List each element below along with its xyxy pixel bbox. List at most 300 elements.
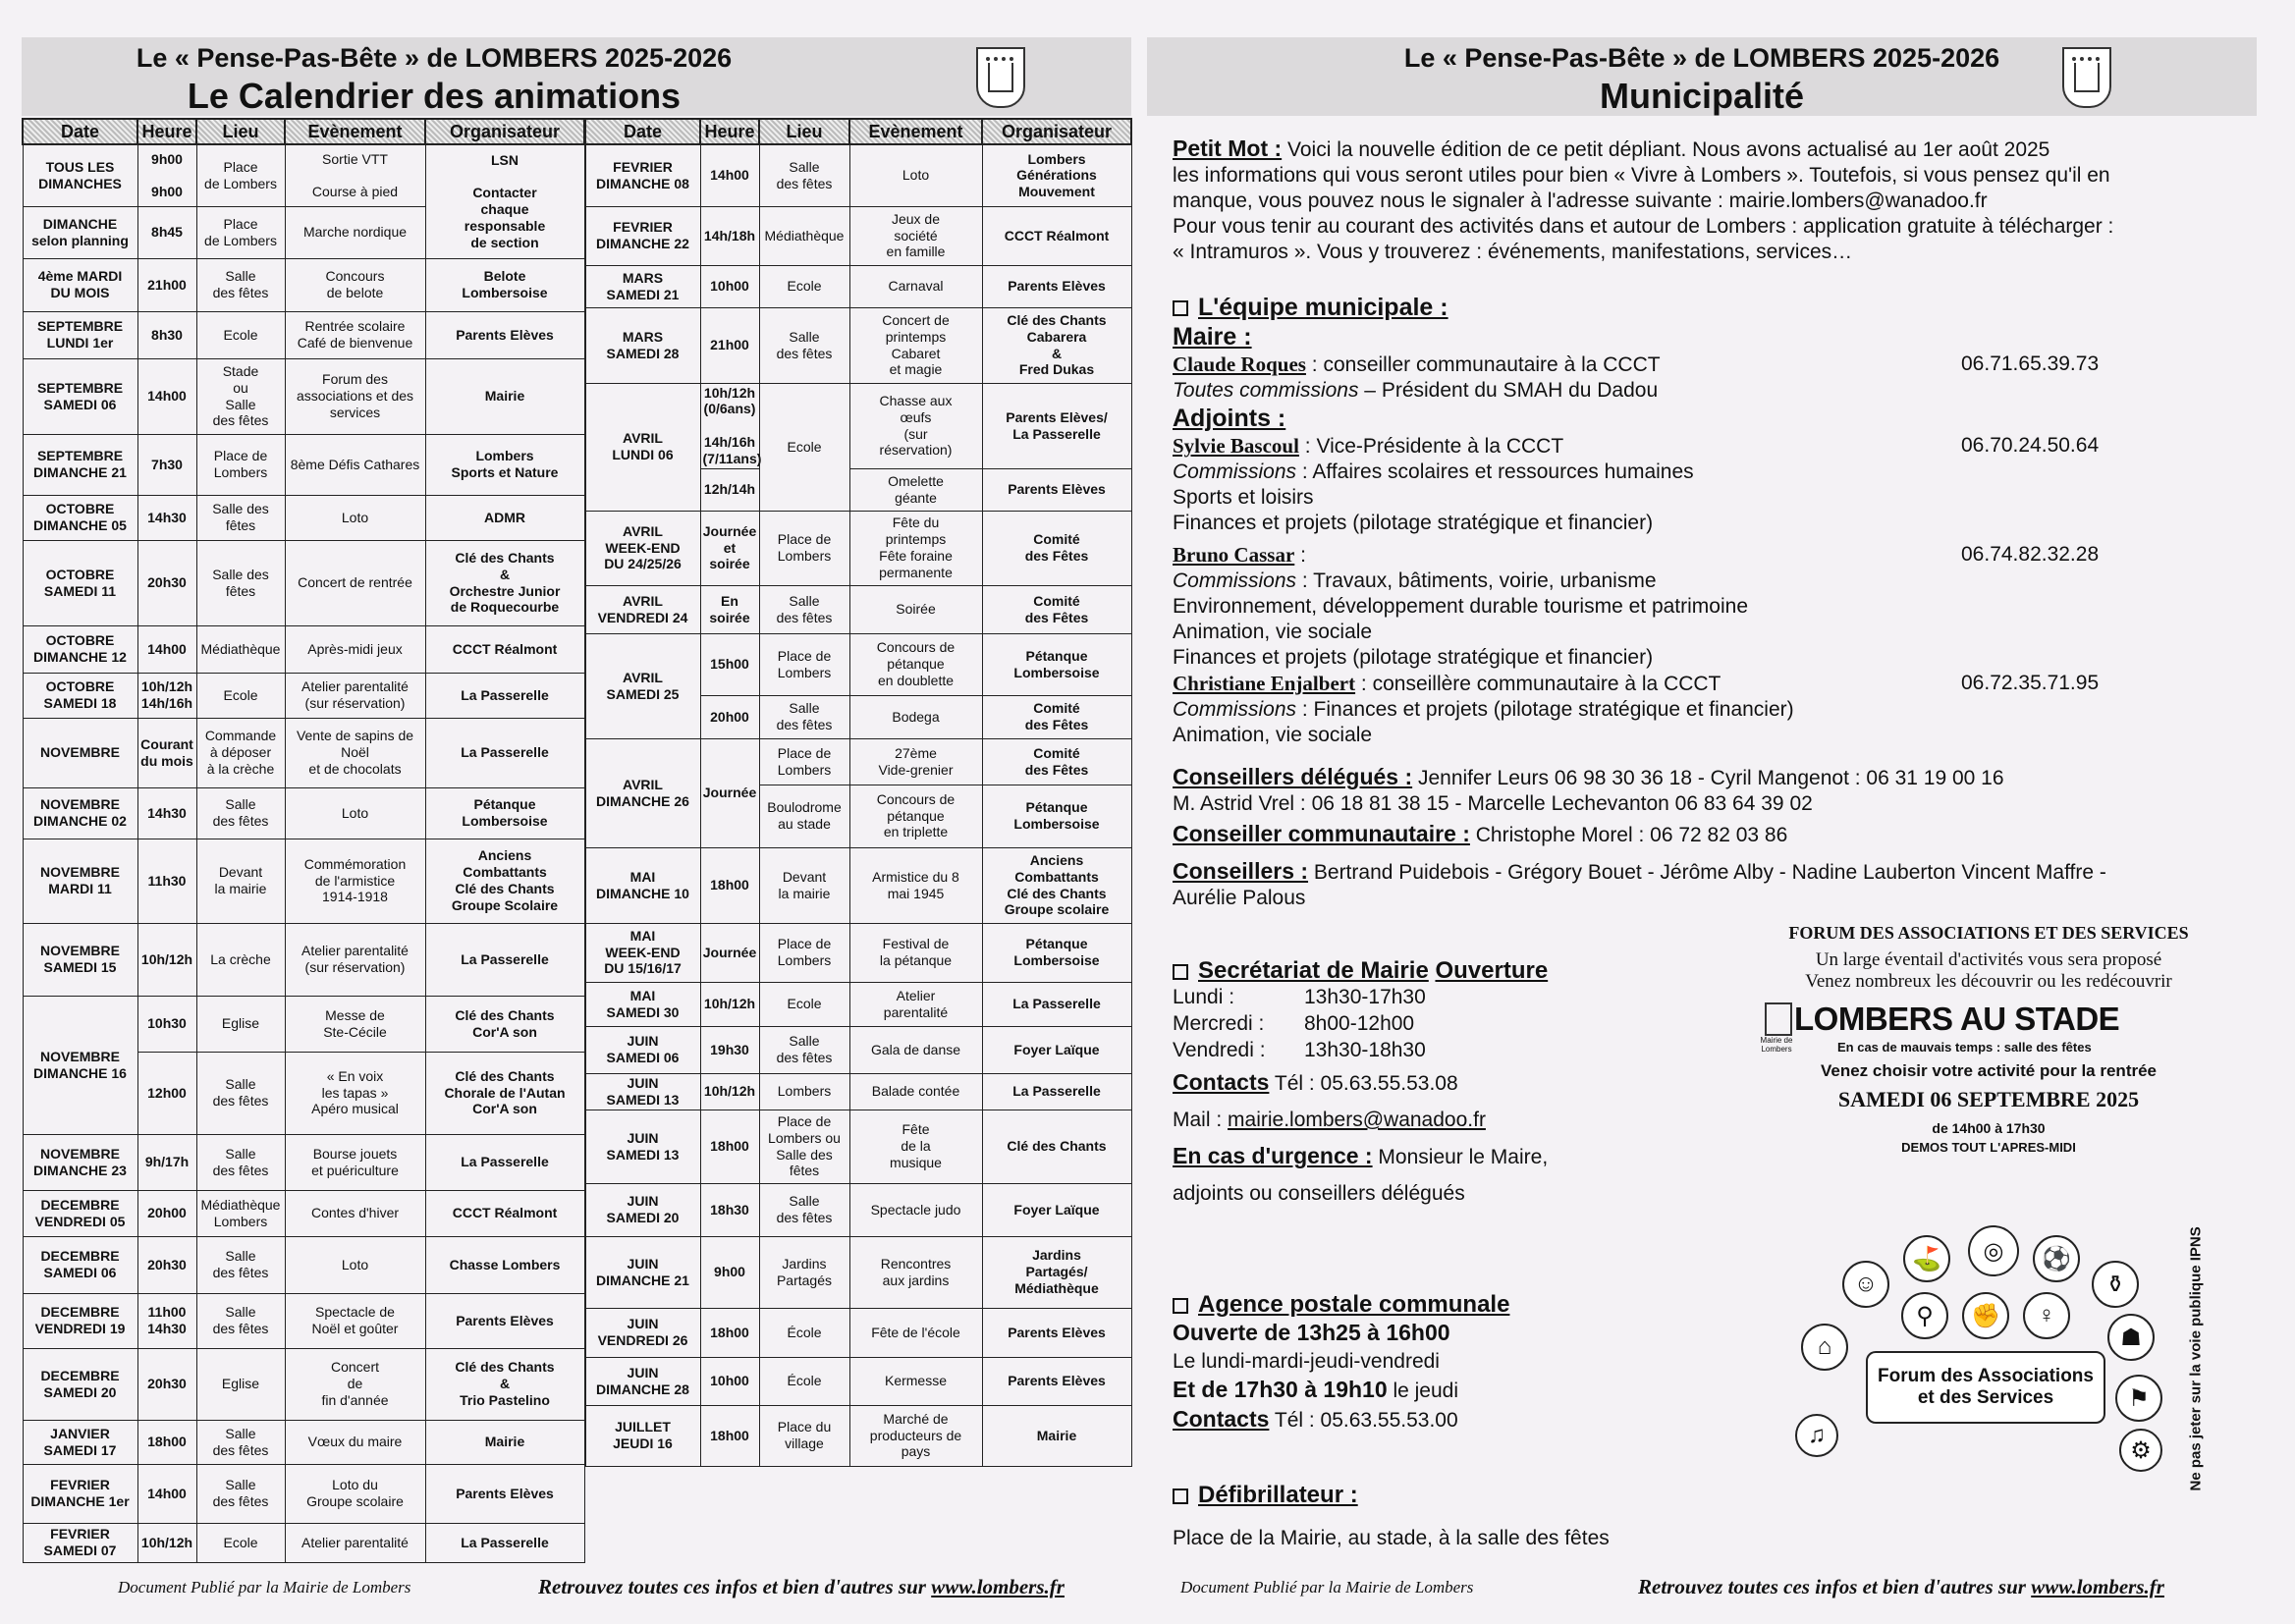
row-lieu: Salle des fêtes — [759, 585, 849, 633]
row-date: NOVEMBRE SAMEDI 15 — [23, 923, 137, 996]
row-event: Concours de pétanque en triplette — [849, 785, 982, 847]
table-row — [23, 1293, 584, 1348]
table-row — [585, 1183, 1131, 1236]
table-row — [585, 1110, 1131, 1183]
row-date: NOVEMBRE — [23, 718, 137, 787]
row-date: JUILLET JEUDI 16 — [585, 1405, 700, 1466]
row-event: 8ème Défis Cathares — [285, 434, 425, 495]
row-event: Armistice du 8 mai 1945 — [849, 847, 982, 923]
row-heure: 19h30 — [700, 1026, 759, 1073]
calendar-title: Le Calendrier des animations — [187, 76, 682, 116]
row-heure: 9h00 — [700, 1236, 759, 1308]
row-event: Carnaval — [849, 265, 982, 307]
row-lieu: Salle des fêtes — [196, 540, 285, 625]
table-row — [585, 982, 1131, 1026]
row-date: FEVRIER DIMANCHE 08 — [585, 144, 700, 206]
row-event: Loto — [285, 787, 425, 839]
table-row — [585, 511, 1131, 585]
row-event: Fête de l'école — [849, 1308, 982, 1357]
row-lieu: Commande à déposer à la crèche — [196, 718, 285, 787]
row-event: Gala de danse — [849, 1026, 982, 1073]
row-event: 27ème Vide-grenier — [849, 738, 982, 785]
table-row — [585, 1073, 1131, 1110]
row-date: 4ème MARDI DU MOIS — [23, 258, 137, 311]
table-row — [23, 144, 584, 206]
table-row — [585, 307, 1131, 383]
crest-icon — [976, 47, 1025, 108]
table-header-row — [23, 119, 584, 144]
column-header: Evènement — [849, 119, 982, 144]
column-header: Heure — [137, 119, 196, 144]
row-event: Forum des associations et des services — [285, 358, 425, 434]
row-organisateur: Mairie — [425, 1420, 584, 1464]
row-date: JUIN DIMANCHE 28 — [585, 1357, 700, 1405]
row-organisateur: LSN Contacter chaque responsable de section — [425, 144, 584, 258]
row-date: DECEMBRE SAMEDI 06 — [23, 1236, 137, 1293]
table-row — [23, 839, 584, 923]
site-link[interactable]: www.lombers.fr — [931, 1575, 1065, 1598]
table-row — [585, 206, 1131, 265]
row-heure: 20h00 — [137, 1190, 196, 1236]
row-heure: 9h00 9h00 — [137, 144, 196, 206]
row-organisateur: Parents Elèves — [425, 1464, 584, 1523]
dance-icon: ♀ — [2023, 1292, 2070, 1339]
checkbox-icon — [1173, 1298, 1188, 1314]
row-date: AVRIL LUNDI 06 — [585, 383, 700, 511]
row-event: Marché de producteurs de pays — [849, 1405, 982, 1466]
row-heure: 14h00 — [137, 1464, 196, 1523]
forum-demos: DEMOS TOUT L'APRES-MIDI — [1901, 1140, 2076, 1155]
row-heure: 21h00 — [700, 307, 759, 383]
row-organisateur: Clé des Chants — [982, 1110, 1131, 1183]
row-date: FEVRIER DIMANCHE 1er — [23, 1464, 137, 1523]
forum-flyer — [1733, 923, 2244, 1155]
table-row — [23, 358, 584, 434]
row-date: OCTOBRE DIMANCHE 12 — [23, 625, 137, 673]
row-organisateur: Parents Elèves — [425, 1293, 584, 1348]
people-icon: ☺ — [1842, 1261, 1889, 1308]
right-page — [1147, 0, 2295, 1624]
row-date: JUIN DIMANCHE 21 — [585, 1236, 700, 1308]
row-heure: 14h00 — [137, 358, 196, 434]
row-heure: En soirée — [700, 585, 759, 633]
row-date: JUIN SAMEDI 13 — [585, 1073, 700, 1110]
row-heure: 14h/18h — [700, 206, 759, 265]
side-text-wrap — [2176, 1198, 2206, 1492]
row-heure: 20h30 — [137, 1236, 196, 1293]
row-organisateur: Pétanque Lombersoise — [982, 785, 1131, 847]
row-organisateur: Chasse Lombers — [425, 1236, 584, 1293]
row-lieu: Salle des fêtes — [196, 258, 285, 311]
row-date: TOUS LES DIMANCHES — [23, 144, 137, 206]
row-lieu: Salle des fêtes — [196, 1052, 285, 1134]
row-event: Soirée — [849, 585, 982, 633]
row-organisateur: Comité des Fêtes — [982, 585, 1131, 633]
row-lieu: Médiathèque — [196, 625, 285, 673]
row-lieu: Salle des fêtes — [196, 1420, 285, 1464]
row-event: Commémoration de l'armistice 1914-1918 — [285, 839, 425, 923]
row-date: SEPTEMBRE SAMEDI 06 — [23, 358, 137, 434]
row-organisateur: Pétanque Lombersoise — [982, 633, 1131, 695]
row-lieu: Boulodrome au stade — [759, 785, 849, 847]
table-row — [585, 923, 1131, 982]
row-date: DIMANCHE selon planning — [23, 206, 137, 258]
row-heure: 20h30 — [137, 1348, 196, 1420]
header-line1: Le « Pense-Pas-Bête » de LOMBERS 2025-2026 — [136, 43, 733, 73]
row-date: DECEMBRE SAMEDI 20 — [23, 1348, 137, 1420]
row-date: MARS SAMEDI 21 — [585, 265, 700, 307]
column-header: Heure — [700, 119, 759, 144]
row-heure: 20h00 — [700, 695, 759, 738]
municipalite-title: Municipalité — [1599, 76, 1805, 116]
row-heure: 15h00 — [700, 633, 759, 695]
column-header: Evènement — [285, 119, 425, 144]
row-organisateur: Parents Elèves/ La Passerelle — [982, 383, 1131, 468]
row-lieu: Place de Lombers — [759, 923, 849, 982]
row-lieu: Place de Lombers — [196, 434, 285, 495]
forum-big: LOMBERS AU STADE — [1794, 1001, 2120, 1037]
row-organisateur: Clé des Chants Cabarera & Fred Dukas — [982, 307, 1131, 383]
row-lieu: Salle des fêtes — [759, 307, 849, 383]
hours-time: 13h30-18h30 — [1304, 1039, 1426, 1061]
row-lieu: Salle des fêtes — [759, 1183, 849, 1236]
table-row — [23, 311, 584, 358]
left-header — [22, 37, 1131, 116]
row-date: MAI SAMEDI 30 — [585, 982, 700, 1026]
hours-row — [1173, 1010, 1722, 1037]
row-lieu: Place de Lombers ou Salle des fêtes — [759, 1110, 849, 1183]
row-event: Sortie VTT Course à pied — [285, 144, 425, 206]
side-text: Ne pas jeter sur la voie publique IPNS — [2187, 1226, 2205, 1491]
row-heure: 9h/17h — [137, 1134, 196, 1190]
column-header: Date — [23, 119, 137, 144]
row-organisateur: Foyer Laïque — [982, 1026, 1131, 1073]
row-date: DECEMBRE VENDREDI 05 — [23, 1190, 137, 1236]
row-lieu: Médiathèque — [759, 206, 849, 265]
row-lieu: Médiathèque Lombers — [196, 1190, 285, 1236]
defib-section: Défibrillateur : Place de la Mairie, au stade, à la salle des fêtes — [1173, 1482, 1610, 1549]
table-row — [23, 495, 584, 540]
row-organisateur: Clé des Chants Chorale de l'Autan Cor'A son — [425, 1052, 584, 1134]
row-event: Loto — [849, 144, 982, 206]
row-heure: Journée et soirée — [700, 511, 759, 585]
row-date: OCTOBRE DIMANCHE 05 — [23, 495, 137, 540]
row-event: Concours de pétanque en doublette — [849, 633, 982, 695]
row-lieu: Eglise — [196, 1348, 285, 1420]
row-date: JUIN VENDREDI 26 — [585, 1308, 700, 1357]
golf-icon: ⛳ — [1903, 1235, 1950, 1282]
row-organisateur: Pétanque Lombersoise — [982, 923, 1131, 982]
vase-icon: ⚱ — [2092, 1261, 2139, 1308]
row-date: NOVEMBRE DIMANCHE 02 — [23, 787, 137, 839]
row-organisateur: Parents Elèves — [425, 311, 584, 358]
row-event: Atelier parentalité (sur réservation) — [285, 923, 425, 996]
row-lieu: Place de Lombers — [759, 633, 849, 695]
table-row — [585, 1357, 1131, 1405]
table-row — [23, 434, 584, 495]
row-event: Atelier parentalité — [849, 982, 982, 1026]
hiker-icon: ⚲ — [1901, 1292, 1948, 1339]
row-date: JUIN SAMEDI 06 — [585, 1026, 700, 1073]
row-heure: 14h30 — [137, 495, 196, 540]
row-heure: 14h30 — [137, 787, 196, 839]
mail-link[interactable]: mairie.lombers@wanadoo.fr — [1228, 1109, 1486, 1131]
secretariat-section: Secrétariat de Mairie Ouverture Lundi : 13h30-17h30 Mercredi : 8h00-12h00 Vendredi : 13h30-18h30 Contacts Tél : 05.63.55.53.08 Mail : mairie.lombers@wanadoo.fr En cas d'urgence : Monsieur le Maire, adjoints ou conseillers délégués — [1173, 957, 1722, 1207]
row-heure: Journée — [700, 923, 759, 982]
row-lieu: École — [759, 1308, 849, 1357]
footer-retrouvez-right: Retrouvez toutes ces infos et bien d'autres sur www.lombers.fr — [1638, 1575, 2164, 1598]
music-icon: ♫ — [1795, 1414, 1838, 1457]
forum-mauvais: En cas de mauvais temps : salle des fêtes — [1837, 1040, 2092, 1055]
row-lieu: Place de Lombers — [759, 738, 849, 785]
row-heure: 8h30 — [137, 311, 196, 358]
row-heure: 18h00 — [700, 1405, 759, 1466]
row-date: AVRIL VENDREDI 24 — [585, 585, 700, 633]
table-row — [23, 625, 584, 673]
row-organisateur: Parents Elèves — [982, 1357, 1131, 1405]
row-organisateur: ADMR — [425, 495, 584, 540]
row-event: Après-midi jeux — [285, 625, 425, 673]
forum-venez: Venez choisir votre activité pour la rentrée — [1820, 1061, 2158, 1080]
table-row — [23, 673, 584, 718]
hours-day: Mercredi : — [1173, 1012, 1265, 1035]
row-heure: 18h00 — [700, 1110, 759, 1183]
row-lieu: Ecole — [759, 383, 849, 511]
row-date: MARS SAMEDI 28 — [585, 307, 700, 383]
row-lieu: Ecole — [759, 982, 849, 1026]
row-lieu: Salle des fêtes — [196, 1236, 285, 1293]
row-organisateur: Parents Elèves — [982, 265, 1131, 307]
row-heure: 21h00 — [137, 258, 196, 311]
forum-title: FORUM DES ASSOCIATIONS ET DES SERVICES — [1788, 923, 2189, 943]
checkbox-icon — [1173, 964, 1188, 980]
row-event: Loto du Groupe scolaire — [285, 1464, 425, 1523]
table-row — [23, 1523, 584, 1562]
row-organisateur: Anciens Combattants Clé des Chants Groupe scolaire — [982, 847, 1131, 923]
row-event: Loto — [285, 1236, 425, 1293]
row-event: Spectacle judo — [849, 1183, 982, 1236]
table-row — [23, 787, 584, 839]
table-row — [585, 847, 1131, 923]
opening-hours — [1173, 984, 1722, 1063]
row-organisateur: Foyer Laïque — [982, 1183, 1131, 1236]
row-event: Fête du printemps Fête foraine permanente — [849, 511, 982, 585]
table-row — [585, 1308, 1131, 1357]
table-header-row — [585, 119, 1131, 144]
row-date: JANVIER SAMEDI 17 — [23, 1420, 137, 1464]
row-date: NOVEMBRE DIMANCHE 23 — [23, 1134, 137, 1190]
row-organisateur: La Passerelle — [982, 1073, 1131, 1110]
row-event: Contes d'hiver — [285, 1190, 425, 1236]
row-heure: 10h/12h 14h/16h — [137, 673, 196, 718]
row-organisateur: CCCT Réalmont — [982, 206, 1131, 265]
row-date: JUIN SAMEDI 13 — [585, 1110, 700, 1183]
column-header: Date — [585, 119, 700, 144]
table-row — [585, 1026, 1131, 1073]
hours-day: Vendredi : — [1173, 1039, 1266, 1061]
building-icon: ⌂ — [1801, 1324, 1848, 1371]
agence-section: Agence postale communale Ouverte de 13h25 à 16h00 Le lundi-mardi-jeudi-vendredi Et de 17h30 à 19h10 le jeudi Contacts Tél : 05.63.55.53.00 — [1173, 1291, 1510, 1432]
row-date: AVRIL DIMANCHE 26 — [585, 738, 700, 847]
site-link-right[interactable]: www.lombers.fr — [2031, 1575, 2164, 1598]
column-header: Organisateur — [425, 119, 584, 144]
table-row — [585, 265, 1131, 307]
row-event: Concert de fin d'année — [285, 1348, 425, 1420]
row-lieu: Jardins Partagés — [759, 1236, 849, 1308]
row-lieu: Place du village — [759, 1405, 849, 1466]
row-heure: 12h00 — [137, 1052, 196, 1134]
hours-time: 8h00-12h00 — [1304, 1012, 1415, 1035]
row-heure: 10h/12h — [700, 982, 759, 1026]
table-row — [585, 738, 1131, 785]
bike-icon: ⚙ — [2119, 1429, 2162, 1472]
table-row — [585, 633, 1131, 695]
row-organisateur: Lombers Générations Mouvement — [982, 144, 1131, 206]
table-row — [585, 1405, 1131, 1466]
row-organisateur: La Passerelle — [425, 1134, 584, 1190]
table-row — [585, 585, 1131, 633]
row-organisateur: Belote Lombersoise — [425, 258, 584, 311]
row-event: Vente de sapins de Noël et de chocolats — [285, 718, 425, 787]
forum-l2: Venez nombreux les découvrir ou les redécouvrir — [1805, 971, 2172, 992]
row-organisateur: Clé des Chants & Trio Pastelino — [425, 1348, 584, 1420]
row-date: OCTOBRE SAMEDI 11 — [23, 540, 137, 625]
row-date: JUIN SAMEDI 20 — [585, 1183, 700, 1236]
row-event: Loto — [285, 495, 425, 540]
mask-icon: ☗ — [2107, 1314, 2155, 1361]
table-row — [23, 718, 584, 787]
mairie-logo-icon — [1765, 1002, 1792, 1036]
row-organisateur: Clé des Chants Cor'A son — [425, 996, 584, 1052]
row-event: Chasse aux œufs (sur réservation) — [849, 383, 982, 468]
column-header: Lieu — [759, 119, 849, 144]
row-heure: 18h30 — [700, 1183, 759, 1236]
row-organisateur: Pétanque Lombersoise — [425, 787, 584, 839]
row-event: Rencontres aux jardins — [849, 1236, 982, 1308]
hours-row — [1173, 1037, 1722, 1063]
row-event: Vœux du maire — [285, 1420, 425, 1464]
row-lieu: Stade ou Salle des fêtes — [196, 358, 285, 434]
footer-published-right: Document Publié par la Mairie de Lombers — [1180, 1578, 1474, 1597]
row-heure: 11h00 14h30 — [137, 1293, 196, 1348]
row-lieu: Salle des fêtes — [196, 495, 285, 540]
row-heure: 14h00 — [700, 144, 759, 206]
row-heure: 10h/12h (0/6ans) 14h/16h (7/11ans) — [700, 383, 759, 468]
row-lieu: Salle des fêtes — [759, 144, 849, 206]
row-date: MAI WEEK-END DU 15/16/17 — [585, 923, 700, 982]
row-lieu: Ecole — [196, 673, 285, 718]
row-lieu: Place de Lombers — [196, 206, 285, 258]
row-lieu: École — [759, 1357, 849, 1405]
row-event: « En voix les tapas » Apéro musical — [285, 1052, 425, 1134]
table-row — [23, 1236, 584, 1293]
row-organisateur: Comité des Fêtes — [982, 738, 1131, 785]
calendar-table-left — [22, 118, 585, 1563]
row-heure: 18h00 — [700, 1308, 759, 1357]
row-heure: 10h30 — [137, 996, 196, 1052]
row-event: Festival de la pétanque — [849, 923, 982, 982]
row-heure: Courant du mois — [137, 718, 196, 787]
row-heure: 14h00 — [137, 625, 196, 673]
table-row — [585, 144, 1131, 206]
table-row — [23, 1464, 584, 1523]
row-heure: 7h30 — [137, 434, 196, 495]
row-event: Balade contée — [849, 1073, 982, 1110]
row-heure: 10h/12h — [700, 1073, 759, 1110]
petit-mot: Petit Mot : Voici la nouvelle édition de ce petit dépliant. Nous avons actualisé au 1er août 2025 les informations qui vous seront utiles pour bien « Vivre à Lombers ». Toutefois, si vous pensez qu'il en manque, vous pouvez nous le signaler à l'adresse suivante : mairie.lombers@wanadoo.fr Pour vous tenir au courant des activités dans et autour de Lombers : application gratuite à télécharger : « Intramuros ». Vous y trouverez : événements, manifestations, services… — [1173, 135, 2114, 263]
row-date: NOVEMBRE DIMANCHE 16 — [23, 996, 137, 1134]
row-event: Fête de la musique — [849, 1110, 982, 1183]
table-row — [23, 1190, 584, 1236]
ball-icon: ⚽ — [2033, 1235, 2080, 1282]
table-row — [23, 996, 584, 1052]
row-organisateur: La Passerelle — [982, 982, 1131, 1026]
row-date: NOVEMBRE MARDI 11 — [23, 839, 137, 923]
row-event: Kermesse — [849, 1357, 982, 1405]
column-header: Organisateur — [982, 119, 1131, 144]
row-lieu: Place de Lombers — [196, 144, 285, 206]
row-heure: 10h00 — [700, 1357, 759, 1405]
row-lieu: Salle des fêtes — [196, 1464, 285, 1523]
row-event: Bourse jouets et puériculture — [285, 1134, 425, 1190]
target-icon: ◎ — [1968, 1225, 2019, 1276]
mairie-small: Mairie de Lombers — [1760, 1036, 1793, 1054]
row-heure: Journée — [700, 738, 759, 847]
forum-center-box: Forum des Associations et des Services — [1866, 1351, 2105, 1424]
table-row — [23, 1348, 584, 1420]
hours-time: 13h30-17h30 — [1304, 986, 1426, 1008]
row-organisateur: Jardins Partagés/ Médiathèque — [982, 1236, 1131, 1308]
row-organisateur: Comité des Fêtes — [982, 695, 1131, 738]
row-date: FEVRIER DIMANCHE 22 — [585, 206, 700, 265]
table-row — [23, 923, 584, 996]
row-event: Concert de rentrée — [285, 540, 425, 625]
row-heure: 12h/14h — [700, 468, 759, 511]
row-organisateur: CCCT Réalmont — [425, 625, 584, 673]
row-lieu: Lombers — [759, 1073, 849, 1110]
crest-icon — [2062, 47, 2111, 108]
checkbox-icon — [1173, 1489, 1188, 1504]
row-lieu: Place de Lombers — [759, 511, 849, 585]
row-event: Jeux de société en famille — [849, 206, 982, 265]
row-event: Marche nordique — [285, 206, 425, 258]
row-lieu: Ecole — [196, 1523, 285, 1562]
runner-icon: ⚑ — [2115, 1375, 2162, 1422]
row-lieu: Ecole — [196, 311, 285, 358]
forum-graphic — [1795, 1227, 2172, 1464]
row-date: AVRIL WEEK-END DU 24/25/26 — [585, 511, 700, 585]
row-lieu: Salle des fêtes — [759, 695, 849, 738]
row-organisateur: CCCT Réalmont — [425, 1190, 584, 1236]
row-lieu: Eglise — [196, 996, 285, 1052]
row-heure: 10h/12h — [137, 1523, 196, 1562]
row-heure: 8h45 — [137, 206, 196, 258]
calendar-table-right — [584, 118, 1132, 1467]
row-event: Spectacle de Noël et goûter — [285, 1293, 425, 1348]
row-lieu: Salle des fêtes — [196, 1293, 285, 1348]
row-heure: 10h/12h — [137, 923, 196, 996]
row-date: SEPTEMBRE DIMANCHE 21 — [23, 434, 137, 495]
row-organisateur: Lombers Sports et Nature — [425, 434, 584, 495]
footer-published: Document Publié par la Mairie de Lombers — [118, 1578, 411, 1597]
row-event: Bodega — [849, 695, 982, 738]
row-organisateur: Parents Elèves — [982, 468, 1131, 511]
row-date: AVRIL SAMEDI 25 — [585, 633, 700, 738]
judo-icon: ✊ — [1962, 1292, 2009, 1339]
row-organisateur: Clé des Chants & Orchestre Junior de Roquecourbe — [425, 540, 584, 625]
checkbox-icon — [1173, 300, 1188, 316]
row-lieu: Salle des fêtes — [196, 1134, 285, 1190]
